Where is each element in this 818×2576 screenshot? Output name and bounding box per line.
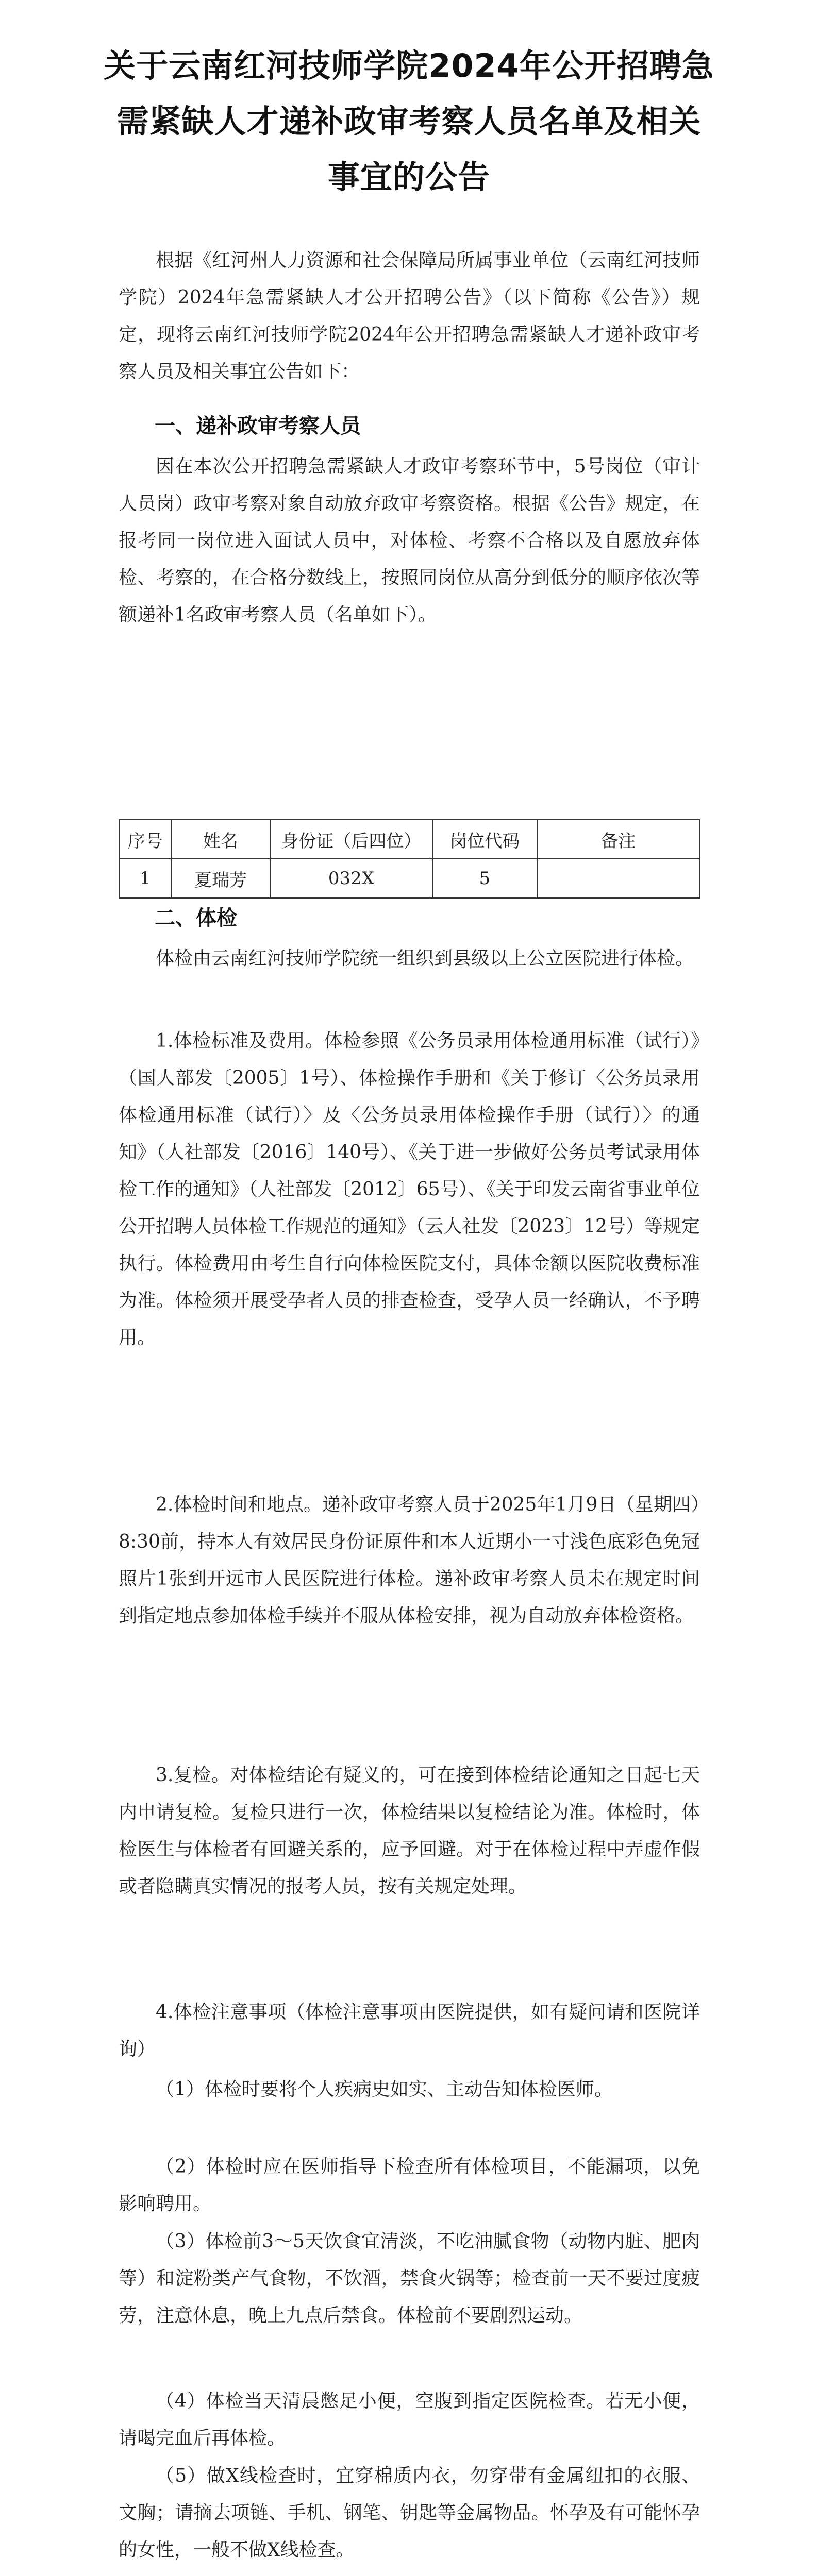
note-1: （1）体检时要将个人疾病史如实、主动告知体检医师。 xyxy=(156,2079,613,2100)
section-2-para-0: 体检由云南红河技师学院统一组织到县级以上公立医院进行体检。 xyxy=(156,948,694,969)
table-cell: 夏瑞芳 xyxy=(171,859,270,898)
section-1-paragraph: 因在本次公开招聘急需紧缺人才政审考察环节中，5号岗位（审计人员岗）政审考察对象自动放弃政审考察资格。根据《公告》规定，在报考同一岗位进入面试人员中，对体检、考察不合格以及自愿放弃体检、考察的，在合格分数线上，按照同岗位从高分到低分的顺序依次等额递补1名政审考察人员（名单如下）。 xyxy=(119,456,700,625)
title-line-1: 关于云南红河技师学院2024年公开招聘急 xyxy=(104,47,714,84)
table-cell: 1 xyxy=(119,859,171,898)
table-header-cell: 备注 xyxy=(537,820,699,859)
table-header-cell: 岗位代码 xyxy=(432,820,537,859)
section-2-para-3: 3.复检。对体检结论有疑义的，可在接到体检结论通知之日起七天内申请复检。复检只进行一次，体检结果以复检结论为准。体检时，体检医生与体检者有回避关系的，应予回避。对于在体检过程中弄虚作假或者隐瞒真实情况的报考人员，按有关规定处理。 xyxy=(119,1765,700,1897)
note-3: （3）体检前3～5天饮食宜清淡，不吃油腻食物（动物内脏、肥肉等）和淀粉类产气食物，不饮酒，禁食火锅等；检查前一天不要过度疲劳，注意休息，晚上九点后禁食。体检前不要剧烈运动。 xyxy=(119,2231,700,2326)
section-2-para-4: 4.体检注意事项（体检注意事项由医院提供，如有疑问请和医院详询） xyxy=(119,2002,700,2060)
table-row xyxy=(119,859,699,898)
candidate-table xyxy=(119,819,700,899)
table-header-cell: 序号 xyxy=(119,820,171,859)
note-2: （2）体检时应在医师指导下检查所有体检项目，不能漏项，以免影响聘用。 xyxy=(119,2156,700,2214)
section-2-heading: 二、体检 xyxy=(155,906,237,930)
table-header-cell: 姓名 xyxy=(171,820,270,859)
intro-paragraph: 根据《红河州人力资源和社会保障局所属事业单位（云南红河技师学院）2024年急需紧缺人才公开招聘公告》（以下简称《公告》）规定，现将云南红河技师学院2024年公开招聘急需紧缺人才递补政审考察人员及相关事宜公告如下： xyxy=(119,250,700,382)
title-line-2: 需紧缺人才递补政审考察人员名单及相关 xyxy=(116,103,702,140)
table-cell xyxy=(537,859,699,898)
note-5: （5）做X线检查时，宜穿棉质内衣，勿穿带有金属纽扣的衣服、文胸；请摘去项链、手机、钢笔、钥匙等金属物品。怀孕及有可能怀孕的女性，一般不做X线检查。 xyxy=(119,2465,700,2561)
section-2-para-2: 2.体检时间和地点。递补政审考察人员于2025年1月9日（星期四）8:30前，持本人有效居民身份证原件和本人近期小一寸浅色底彩色免冠照片1张到开远市人民医院进行体检。递补政审考察人员未在规定时间到指定地点参加体检手续并不服从体检安排，视为自动放弃体检资格。 xyxy=(119,1494,700,1626)
title-line-3: 事宜的公告 xyxy=(327,158,490,196)
table-header-cell: 身份证（后四位） xyxy=(270,820,432,859)
section-2-para-1: 1.体检标准及费用。体检参照《公务员录用体检通用标准（试行）》（国人部发〔2005〕1号）、体检操作手册和《关于修订〈公务员录用体检通用标准（试行）〉及〈公务员录用体检操作手册（试行）〉的通知》（人社部发〔2016〕140号）、《关于进一步做好公务员考试录用体检工作的通知》（人社部发〔2012〕65号）、《关于印发云南省事业单位公开招聘人员体检工作规范的通知》（云人社发〔2023〕12号）等规定执行。体检费用由考生自行向体检医院支付，具体金额以医院收费标准为准。体检须开展受孕者人员的排查检查，受孕人员一经确认，不予聘用。 xyxy=(119,1030,700,1348)
section-1-heading: 一、递补政审考察人员 xyxy=(155,414,361,438)
table-cell: 032X xyxy=(270,859,432,898)
note-4: （4）体检当天清晨憋足小便，空腹到指定医院检查。若无小便，请喝完血后再体检。 xyxy=(119,2391,700,2449)
table-header-row xyxy=(119,820,699,859)
table-cell: 5 xyxy=(432,859,537,898)
